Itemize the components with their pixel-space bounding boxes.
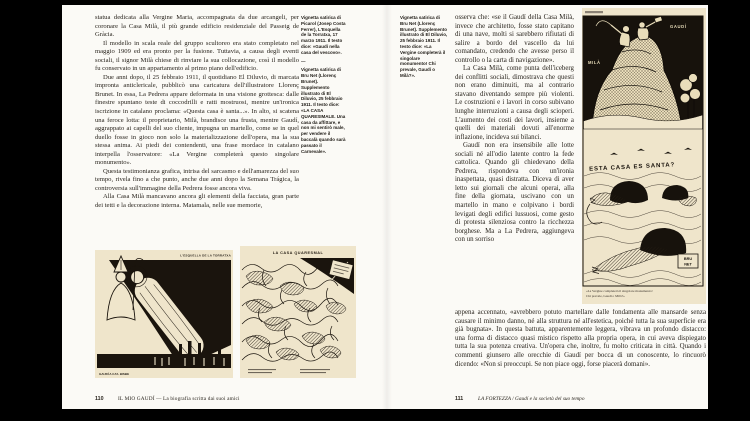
- left-running-footer: IL MIO GAUDÍ — La biografia scritta dai suoi amici: [118, 396, 240, 402]
- mila-label: MILÀ: [588, 60, 601, 65]
- quaresmal-title-text: LA CASA QUARESMAL: [272, 251, 324, 255]
- right-page-body-text: [455, 14, 574, 311]
- quaresmal-cartoon-drawing: [240, 246, 356, 378]
- page-gutter: [382, 5, 392, 409]
- left-page-body-text: [95, 14, 299, 248]
- esquella-cartoon-drawing: [95, 250, 233, 378]
- banner-inscription: ESTA CASA ES SANTA?: [589, 162, 676, 173]
- right-page-caption-column: [400, 15, 448, 79]
- paragraph: Gaudí non era insensibile alle lotte sociali né all'odio latente contro la fede cattolica. Quando gli chiedevano della Pedrera, rispondeva con un'ironia inaspettata, quasi distratta. Diceva di aver letto sui giornali che alcuni operai, alla fine della giornata, uscivano con un martello in mano e colpivano i bordi levigati degli edifici lussuosi, come gesto di protesta silenziosa contro la ricchezza borghese. Ma a La Pedrera, aggiungeva con un sorriso: [455, 142, 574, 244]
- figure-caption: Vignetta satirica di Picarol (Josep Costa Ferrer), L'Esquella de la Torratxa, 17 marzo 1911. Il testo dice: «Gaudí nella casa del vescovo».: [301, 15, 346, 55]
- signature-line-2: NET: [684, 262, 692, 267]
- brunet-cartoon-caption-line1: «La Vergine completerà il singolare monumento!: [586, 289, 653, 293]
- paragraph: La Casa Milà, come punta dell'iceberg dei conflitti sociali, dimostrava che questi non erano diminuiti, ma al contrario stavano diventando sempre più violenti. Le costruzioni e i lavori in corso subivano lunghe interruzioni a causa degli scioperi. L'aumento dei costi dei lavori, insieme a quelli dei materiali dovuti all'enorme inflazione, incideva sui bilanci.: [455, 65, 574, 141]
- right-page-body-text-wide: [455, 309, 706, 389]
- paragraph: Alla Casa Milà mancavano ancora gli elementi della facciata, gran parte dei tetti e la decorazione interna. Matamala, nelle sue memorie,: [95, 193, 299, 210]
- cartoon-esquella: [95, 250, 233, 378]
- left-page-caption-column: [301, 15, 346, 154]
- paragraph: osserva che: «se il Gaudí della Casa Milà, invece che architetto, fosse stato capitano di una nave, molti si sarebbero rifiutati di salire a bordo del vascello da lui comandato, credendo che avesse perso il controllo o la carta di navigazione».: [455, 14, 574, 64]
- signature-box: [678, 254, 698, 268]
- right-running-footer: LA FORTEZZA / Gaudí e la società del suo tempo: [478, 396, 585, 402]
- cartoon-quaresmal: [240, 246, 356, 378]
- paragraph: appena accennato, «avrebbero potuto martellare dalle fondamenta alle mansarde senza causare il minimo danno, né alla struttura né all'estetica, poiché tutta la sua superficie era già bugnata». In questa battuta, apparentemente leggera, vibrava un profondo distacco: una forma di distacco quasi mistico rispetto alla propria opera, in cui aveva dispiegato tutta la sua potenza creativa. Un'opera che, inoltre, fu molto criticata in città. Quando i commenti giunsero alle orecchie di Gaudí per bocca di un conoscente, lo rincuorò dicendo: «Non si preoccupi. Se non piace oggi, forse piacerà domani».: [455, 309, 706, 368]
- paragraph: Due anni dopo, il 25 febbraio 1911, il quotidiano El Diluvio, di marcata impronta anticlericale, pubblicò una caricatura dell'illustratore Llorenç Brunet. In essa, La Pedrera appare deformata in una visione grottesca: dalle finestre spuntano teste di coccodrilli e ratti mostruosi, mentre un'ironica iscrizione in catalano proclama: «Questa casa è santa...». In alto, si scatena una feroce lotta: il proprietario, Milà, brandisce una frusta, mentre Gaudí, aggrappato ai capelli del suo cliente, impugna un martello, come se in quel duello fosse in gioco non solo la materializzazione dell'opera, ma la sua stessa anima. Ai piedi dei contendenti, una frase mordace in catalano interpella l'osservatore: «La Vergine completerà questo singolare monumento».: [95, 73, 299, 167]
- paragraph: statua dedicata alla Vergine Maria, accompagnata da due arcangeli, per coronare la Casa Milà, il più grande edificio residenziale del Passeig de Gràcia.: [95, 14, 299, 39]
- esquella-masthead-text: L'ESQUELLA DE LA TORRATXA: [180, 253, 231, 258]
- brunet-cartoon-caption-line2: Chi prevale, Gaudí o Milà?»: [586, 294, 625, 298]
- caption-divider: —: [301, 58, 306, 64]
- gaudi-label: GAUDÍ: [670, 24, 687, 29]
- cartoon-brunet: [582, 8, 706, 304]
- right-page-number: 111: [455, 396, 464, 402]
- paragraph: Questa testimonianza grafica, intrisa del sarcasmo e dell'amarezza del suo tempo, rivela fino a che punto, anche due anni dopo la Semana Trágica, la controversia sull'immagine della Pedrera fosse ancora viva.: [95, 167, 299, 192]
- book-spread: [62, 5, 708, 409]
- left-page-number: 110: [95, 396, 104, 402]
- figure-caption: Vignetta satirica di Bru Net (Llorenç Brunet). Supplemento illustrato di El Diluvio, 25 febbraio 1911. Il testo dice: «La Vergine completerà il singolare monumento! Chi prevale, Gaudí o Milà?».: [400, 15, 448, 78]
- masthead-fragment: [585, 11, 603, 13]
- signature-line-1: BRU: [683, 257, 693, 261]
- paragraph: Il modello in scala reale del gruppo scultoreo era stato completato nel maggio 1909 ed era pronto per la fusione. Tuttavia, a causa degli eventi sociali, il signor Milà chiese di rinviare la sua collocazione, così il modello fu conservato in un appartamento al primo piano dell'edificio.: [95, 39, 299, 73]
- brunet-cartoon-drawing: [582, 8, 706, 304]
- figure-caption: Vignetta satirica di Bru Net (Llorenç Brunet). Supplemento illustrato di El Diluvio, 25 febbraio 1911. Il testo dice: «LA CASA QUARESIMALE. Una casa da affittare, e non mi sentirò male, per vendere il baccalà quando sarà passato il Carnevale».: [301, 67, 346, 154]
- esquella-cartoon-caption: GAUDÍ A CA'L BISBE: [99, 372, 130, 376]
